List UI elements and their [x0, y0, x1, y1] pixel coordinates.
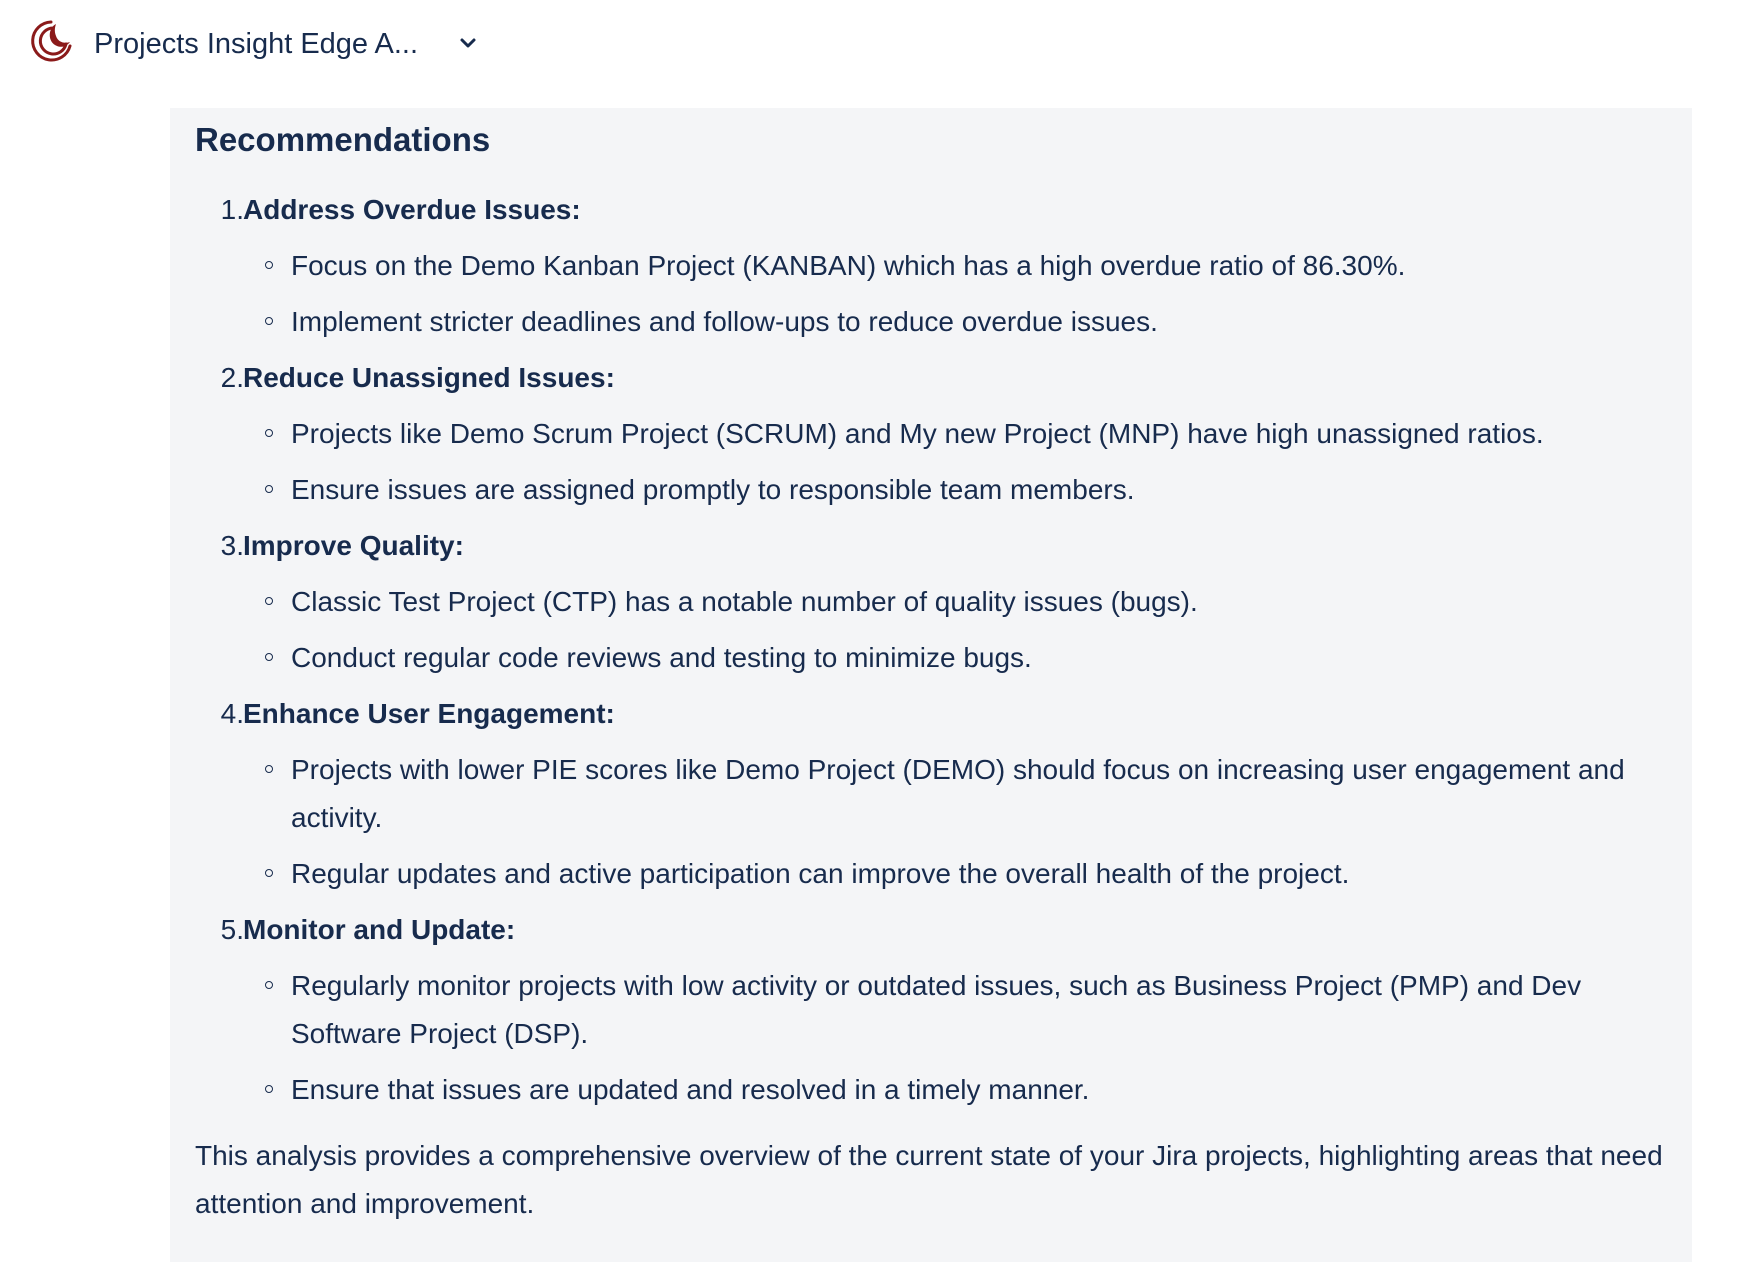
recommendation-point [170, 746, 1692, 842]
recommendation-point [170, 298, 1692, 346]
recommendation-point [170, 850, 1692, 898]
bullet-icon [265, 261, 273, 269]
chevron-down-icon [459, 36, 477, 54]
recommendation-title: Monitor and Update: [243, 914, 516, 945]
point-text: Projects like Demo Scrum Project (SCRUM) and My new Project (MNP) have high unassigned ratios. [291, 418, 1544, 449]
bullet-icon [265, 981, 273, 989]
bullet-icon [265, 653, 273, 661]
recommendation-point [170, 1066, 1692, 1114]
point-text: Implement stricter deadlines and follow-ups to reduce overdue issues. [291, 306, 1158, 337]
point-text: Ensure that issues are updated and resolved in a timely manner. [291, 1074, 1090, 1105]
recommendation-number: 4. [220, 698, 244, 729]
recommendation-title: Reduce Unassigned Issues: [243, 362, 615, 393]
recommendation-title: Address Overdue Issues: [243, 194, 581, 225]
recommendation-item [170, 186, 1692, 346]
bullet-icon [265, 765, 273, 773]
recommendation-point [170, 466, 1692, 514]
section-heading: Recommendations [195, 121, 491, 158]
point-text: Classic Test Project (CTP) has a notable number of quality issues (bugs). [291, 586, 1198, 617]
recommendation-item [170, 906, 1692, 1114]
app-switcher-dropdown[interactable] [452, 30, 484, 60]
recommendation-number: 2. [220, 362, 244, 393]
bullet-icon [265, 429, 273, 437]
recommendation-point [170, 634, 1692, 682]
crescent-swirl-logo-icon [28, 18, 74, 66]
recommendations-list [170, 186, 1692, 1122]
recommendation-point [170, 962, 1692, 1058]
recommendation-item [170, 690, 1692, 898]
recommendation-points [170, 242, 1692, 346]
point-text: Regularly monitor projects with low activity or outdated issues, such as Business Project (PMP) and Dev Software Project (DSP). [291, 970, 1582, 1049]
app-header [0, 0, 1752, 88]
recommendation-title: Enhance User Engagement: [243, 698, 615, 729]
point-text: Conduct regular code reviews and testing to minimize bugs. [291, 642, 1032, 673]
bullet-icon [265, 869, 273, 877]
recommendation-title: Improve Quality: [243, 530, 464, 561]
point-text: Focus on the Demo Kanban Project (KANBAN) which has a high overdue ratio of 86.30%. [291, 250, 1406, 281]
recommendation-point [170, 578, 1692, 626]
bullet-icon [265, 485, 273, 493]
recommendation-point [170, 242, 1692, 290]
point-text: Regular updates and active participation can improve the overall health of the project. [291, 858, 1350, 889]
app-title[interactable]: Projects Insight Edge A... [94, 28, 419, 60]
summary-paragraph: This analysis provides a comprehensive overview of the current state of your Jira projects, highlighting areas that need attention and improvement. [195, 1140, 1663, 1219]
recommendation-point [170, 410, 1692, 458]
recommendation-number: 5. [220, 914, 244, 945]
recommendation-item [170, 354, 1692, 514]
bullet-icon [265, 1085, 273, 1093]
point-text: Projects with lower PIE scores like Demo Project (DEMO) should focus on increasing user engagement and activity. [291, 754, 1625, 833]
recommendation-number: 3. [220, 530, 244, 561]
bullet-icon [265, 597, 273, 605]
recommendations-panel [170, 108, 1692, 1262]
point-text: Ensure issues are assigned promptly to responsible team members. [291, 474, 1135, 505]
recommendation-points [170, 410, 1692, 514]
recommendation-points [170, 962, 1692, 1114]
recommendation-number: 1. [220, 194, 244, 225]
recommendation-points [170, 578, 1692, 682]
recommendation-item [170, 522, 1692, 682]
recommendation-points [170, 746, 1692, 898]
bullet-icon [265, 317, 273, 325]
